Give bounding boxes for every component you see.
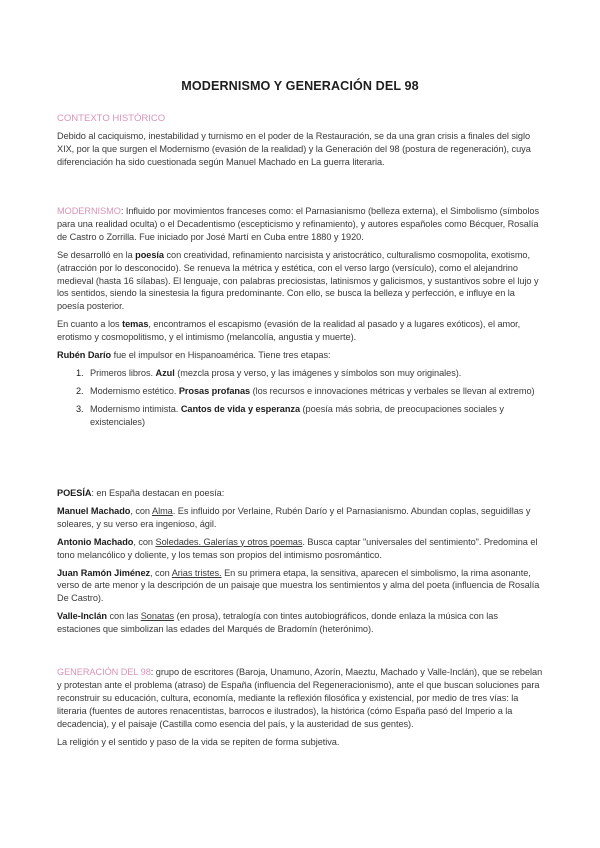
list-item (57, 403, 543, 429)
section-generacion-98 (57, 666, 543, 748)
contexto-paragraph: Debido al caciquismo, inestabilidad y turnismo en el poder de la Restauración, se da una gran crisis a finales del siglo XIX, por la que surgen el Modernismo (evasión de la realidad) y la Generación del 98 (postura de regeneración), cuya diferenciación ha sido cuestionada según Manuel Machado en La guerra literaria. (57, 130, 531, 167)
text-run: Se desarrolló en la (57, 249, 136, 260)
text-run: (poesía más sobria, de preocupaciones sociales y existenciales) (90, 403, 504, 427)
text-run: En cuanto a los (57, 319, 123, 330)
poet-paragraph-valle-inclan (57, 610, 543, 636)
text-run: (los recursos e innovaciones métricas y verbales se llevan al extremo) (250, 385, 535, 396)
poet-name: Valle-Inclán (57, 611, 107, 622)
work-title: Soledades. Galerías y otros poemas (155, 536, 303, 547)
poet-paragraph-juan-ramon-jimenez (57, 567, 543, 606)
bold-term-temas: temas (122, 319, 149, 330)
section-poesia (57, 487, 543, 636)
text-run: : en España destacan en poesía: (91, 488, 225, 498)
poet-name: Juan Ramón Jiménez (57, 567, 151, 578)
list-item (57, 367, 543, 380)
section-label-poesia: POESÍA (57, 488, 92, 498)
bold-title: Cantos de vida y esperanza (180, 403, 301, 414)
poet-name: Manuel Machado (57, 505, 131, 516)
section-heading-contexto: CONTEXTO HISTÓRICO (57, 113, 166, 124)
modernismo-poesia-paragraph (57, 249, 543, 314)
text-run: . Busca captar "universales del sentimiento". Predomina el tono melancólico y doliente, y los temas son propios del intimismo posromántico. (57, 536, 538, 560)
list-number: 3. (76, 403, 84, 414)
list-number: 1. (76, 367, 84, 378)
text-run: En su primera etapa, la sensitiva, aparecen el simbolismo, la rima asonante, verso de arte menor y la descripción de un paisaje que muestra los sentimientos y alma del poeta (influencia de Rosalía De Castro). (57, 567, 540, 604)
generacion-paragraph (57, 666, 543, 731)
text-run: : grupo de escritores (Baroja, Unamuno, Azorín, Maeztu, Machado y Valle-Inclán), que se rebelan y protestan ante el problema (atraso) de España (influencia del Regeneracionismo), ante el que buscan soluciones para reconstruir su educación, cultura, economía, mediante la reflexión filosófica y existencial, por medio de tres vías: la literaria (fuentes de autores renacentistas, barrocos e ilustrados), la histórica (cómo España pasó del Imperio a la decadencia), y el paisaje (Castilla como esencia del país, y la austeridad de sus gentes). (57, 667, 543, 729)
poet-paragraph-manuel-machado (57, 505, 543, 531)
text-run: (en prosa), tetralogía con tintes autobiográficos, donde enlaza la música con las estaciones que simbolizan las edades del Marqués de Bradomín (heterónimo). (57, 611, 498, 635)
poet-paragraph-antonio-machado (57, 536, 543, 562)
text-run: con las (106, 611, 141, 622)
section-contexto (57, 113, 543, 169)
text-run: con creatividad, refinamiento narcisista y aristocrático, culturalismo cosmopolita, exotismo, (atracción por lo desconocido). Se renueva la métrica y estética, con el verso largo (versículo), como el alejandrino medieval (hasta 16 sílabas). El lenguaje, con palabras preciosistas, latinismos y galicismos, y sustantivos sobre el lujo y los sentidos, siendo la sinestesia la figura predominante. Con ello, se busca la belleza y perfección, e influye en la poesía posterior. (57, 249, 539, 312)
work-title: Alma (152, 505, 173, 516)
work-title: Arias tristes. (171, 567, 222, 578)
list-item (57, 385, 543, 398)
list-number: 2. (76, 385, 84, 396)
modernismo-intro-paragraph (57, 205, 543, 244)
modernismo-temas-paragraph (57, 318, 543, 344)
dario-paragraph (57, 349, 543, 362)
bold-title: Prosas profanas (178, 385, 251, 396)
text-run: , con (150, 567, 172, 578)
text-run: Primeros libros. (90, 367, 156, 378)
generacion-closing-paragraph: La religión y el sentido y paso de la vida se repiten de forma subjetiva. (57, 736, 340, 747)
page-title: MODERNISMO Y GENERACIÓN DEL 98 (181, 79, 419, 93)
text-run: , con (130, 505, 152, 516)
etapas-list (57, 367, 543, 429)
text-run: , con (133, 536, 156, 547)
text-run: fue el impulsor en Hispanoamérica. Tiene tres etapas: (111, 350, 331, 361)
section-label-generacion: GENERACIÓN DEL 98 (57, 667, 151, 677)
text-run: (mezcla prosa y verso, y las imágenes y símbolos son muy originales). (174, 367, 462, 378)
text-run: Modernismo estético. (90, 385, 179, 396)
bold-term-poesia: poesía (135, 249, 164, 260)
text-run: , encontramos el escapismo (evasión de la realidad al pasado y a lugares exóticos), el amor, erotismo y cosmopolitismo, y el intimismo (melancolía, angustia y muerte). (57, 319, 521, 343)
text-run: . Es influido por Verlaine, Rubén Darío y el Parnasianismo. Abundan coplas, seguidillas y soleares, y su verso era ingenioso, ágil. (57, 505, 531, 529)
work-title: Sonatas (140, 611, 175, 622)
section-label-modernismo: MODERNISMO (57, 206, 121, 216)
bold-title: Azul (155, 367, 175, 378)
poesia-intro-paragraph (57, 487, 543, 500)
modernismo-intro-text: : Influido por movimientos franceses como: el Parnasianismo (belleza externa), el Simbolismo (símbolos para una realidad oculta) o el Decadentismo (escepticismo y refinamiento), y autores españoles como Bécquer, Rosalía de Castro o Zorrilla. Fue iniciado por José Martí en Cuba entre 1880 y 1920. (57, 206, 540, 242)
poet-name: Antonio Machado (57, 536, 134, 547)
bold-name-dario: Rubén Darío (57, 350, 112, 361)
text-run: Modernismo intimista. (90, 403, 181, 414)
section-modernismo (57, 205, 543, 429)
